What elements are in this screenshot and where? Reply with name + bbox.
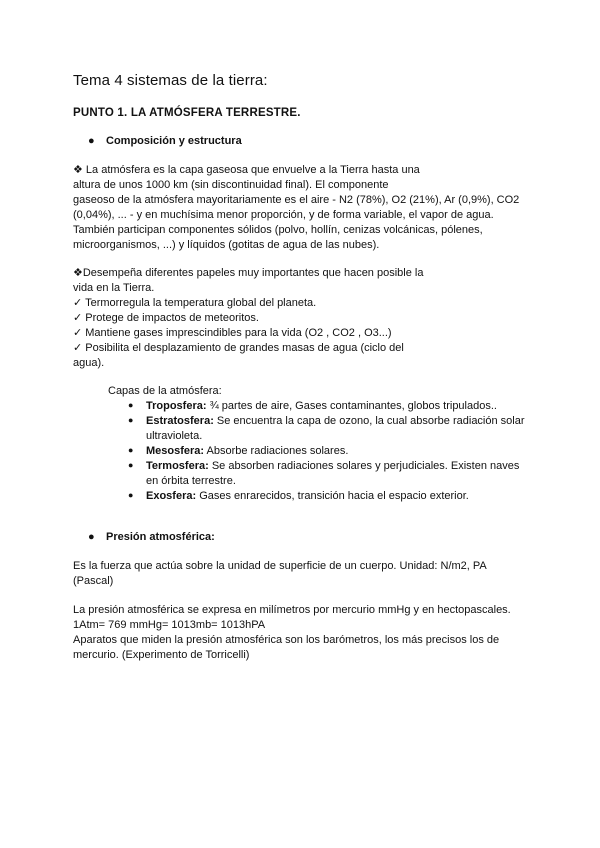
check-item: ✓ Mantiene gases imprescindibles para la vida (O2 , CO2 , O3...) [73, 327, 392, 339]
bullet-dot: ● [128, 400, 134, 410]
paragraph-line: microorganismos, ...) y líquidos (gotitas de agua de las nubes). [73, 239, 380, 251]
layer-item-mesosfera: Mesosfera: Absorbe radiaciones solares. [146, 445, 349, 457]
check-item: ✓ Termorregula la temperatura global del planeta. [73, 297, 317, 309]
check-item: ✓ Protege de impactos de meteoritos. [73, 312, 259, 324]
paragraph-line: gaseoso de la atmósfera mayoritariamente es el aire - N2 (78%), O2 (21%), Ar (0,9%), CO2 [73, 194, 520, 206]
subsection-heading-pressure: ● Presión atmosférica: [88, 531, 215, 543]
paragraph-line: ❖Desempeña diferentes papeles muy importantes que hacen posible la [73, 267, 424, 279]
paragraph-line: (Pascal) [73, 575, 114, 587]
bullet-dot: ● [88, 531, 95, 543]
layer-item-troposfera: Troposfera: ¾ partes de aire, Gases contaminantes, globos tripulados.. [146, 400, 497, 412]
section-heading: PUNTO 1. LA ATMÓSFERA TERRESTRE. [73, 107, 301, 119]
paragraph-line: 1Atm= 769 mmHg= 1013mb= 1013hPA [73, 619, 266, 631]
paragraph-line: agua). [73, 357, 105, 369]
paragraph-line: ❖ La atmósfera es la capa gaseosa que envuelve a la Tierra hasta una [73, 164, 420, 176]
paragraph-line: También participan componentes sólidos (polvo, hollín, cenizas volcánicas, pólenes, [73, 224, 483, 236]
layer-item-estratosfera: Estratosfera: Se encuentra la capa de ozono, la cual absorbe radiación solar [146, 415, 525, 427]
layers-heading: Capas de la atmósfera: [108, 385, 222, 397]
paragraph-line: mercurio. (Experimento de Torricelli) [73, 649, 250, 661]
check-item: ✓ Posibilita el desplazamiento de grandes masas de agua (ciclo del [73, 342, 404, 354]
document-title: Tema 4 sistemas de la tierra: [73, 72, 268, 89]
paragraph-line: altura de unos 1000 km (sin discontinuidad final). El componente [73, 179, 389, 191]
paragraph-line: (0,04%), ... - y en muchísima menor proporción, y de forma variable, el vapor de agua. [73, 209, 494, 221]
paragraph-line: Aparatos que miden la presión atmosférica son los barómetros, los más precisos los de [73, 634, 500, 646]
bullet-dot: ● [88, 135, 95, 147]
layer-item-termosfera: Termosfera: Se absorben radiaciones solares y perjudiciales. Existen naves [146, 460, 520, 472]
bullet-dot: ● [128, 490, 134, 500]
bullet-dot: ● [128, 460, 134, 470]
bullet-dot: ● [128, 415, 134, 425]
paragraph-line: vida en la Tierra. [73, 282, 155, 294]
bullet-dot: ● [128, 445, 134, 455]
subsection-heading-composition: ● Composición y estructura [88, 135, 242, 147]
layer-item-continuation: en órbita terrestre. [146, 475, 236, 487]
layer-item-exosfera: Exosfera: Gases enrarecidos, transición hacia el espacio exterior. [146, 490, 469, 502]
paragraph-line: Es la fuerza que actúa sobre la unidad de superficie de un cuerpo. Unidad: N/m2, PA [73, 560, 487, 572]
paragraph-line: La presión atmosférica se expresa en milímetros por mercurio mmHg y en hectopascales. [73, 604, 511, 616]
layer-item-continuation: ultravioleta. [146, 430, 203, 442]
